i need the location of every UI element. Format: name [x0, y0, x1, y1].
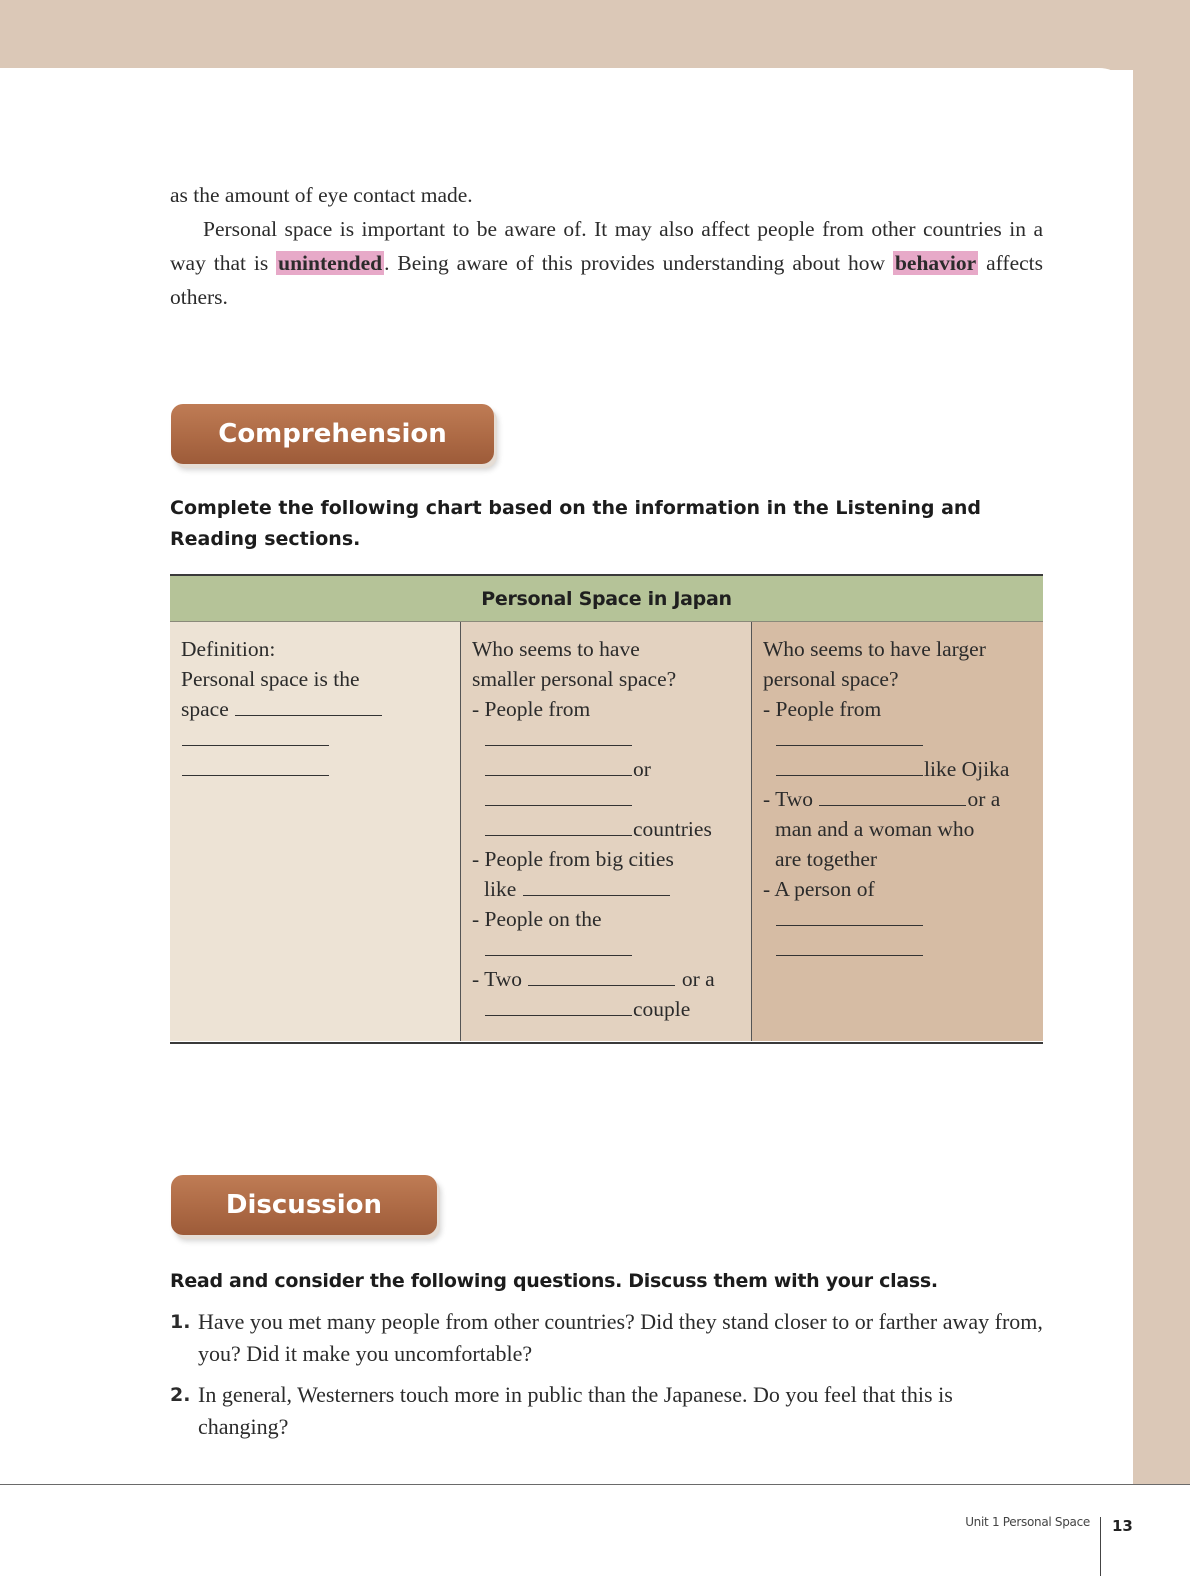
fill-in-blank[interactable] — [819, 784, 966, 806]
larger-space-column — [752, 622, 1043, 1041]
chart-line — [472, 784, 743, 814]
fill-in-blank[interactable] — [182, 724, 329, 746]
reading-text: Personal space is important to be aware of. It may also affect people from other countries in a way that is — [170, 217, 1043, 275]
chart-text: couple — [633, 997, 691, 1021]
reading-text: affects others. — [170, 251, 1043, 309]
comprehension-heading: Comprehension — [171, 404, 494, 464]
right-band — [1133, 0, 1190, 1484]
reading-paragraph — [170, 212, 1043, 314]
discussion-instruction: Read and consider the following questions. Discuss them with your class. — [170, 1270, 938, 1292]
chart-line — [763, 934, 1035, 964]
fill-in-blank[interactable] — [776, 904, 923, 926]
chart-text: - People on the — [472, 907, 602, 931]
footer-separator — [1100, 1517, 1101, 1576]
definition-column — [170, 622, 461, 1041]
chart-text: countries — [633, 817, 712, 841]
fill-in-blank[interactable] — [485, 754, 632, 776]
reading-text: . Being aware of this provides understanding about how — [384, 251, 893, 275]
fill-in-blank[interactable] — [528, 964, 675, 986]
chart-line — [472, 874, 743, 904]
fill-in-blank[interactable] — [485, 814, 632, 836]
chart-text: like — [484, 877, 517, 901]
chart-line — [472, 934, 743, 964]
chart-text: smaller personal space? — [472, 667, 677, 691]
fill-in-blank[interactable] — [235, 694, 382, 716]
fill-in-blank[interactable] — [485, 994, 632, 1016]
fill-in-blank[interactable] — [776, 754, 923, 776]
chart-text: Personal space is the — [181, 667, 360, 691]
chart-line — [472, 814, 743, 844]
question-number: 2. — [170, 1384, 191, 1406]
discussion-heading: Discussion — [171, 1175, 437, 1235]
fill-in-blank[interactable] — [776, 724, 923, 746]
chart-text: - People from big cities — [472, 847, 674, 871]
chart-text: - People from — [472, 697, 591, 721]
discussion-question — [170, 1306, 1043, 1370]
personal-space-chart — [170, 574, 1043, 1044]
chart-line — [472, 754, 743, 784]
fill-in-blank[interactable] — [485, 784, 632, 806]
chart-text: - Two — [472, 967, 523, 991]
chart-text: Definition: — [181, 637, 276, 661]
chart-line — [472, 994, 743, 1024]
question-number: 1. — [170, 1311, 191, 1333]
chart-text: or a — [967, 787, 1001, 811]
chart-line — [181, 754, 452, 784]
chart-text: or — [633, 757, 651, 781]
list-item — [170, 1306, 1043, 1370]
list-item — [170, 1379, 1043, 1443]
comprehension-instruction: Complete the following chart based on the information in the Listening and Reading sections. — [170, 497, 982, 550]
reading-line: as the amount of eye contact made. — [170, 183, 473, 207]
chart-text: or a — [681, 967, 715, 991]
chart-text: personal space? — [763, 667, 899, 691]
fill-in-blank[interactable] — [485, 934, 632, 956]
chart-line — [472, 964, 743, 994]
chart-line — [181, 694, 452, 724]
chart-title: Personal Space in Japan — [170, 576, 1043, 622]
vocab-highlight-behavior: behavior — [894, 251, 977, 275]
smaller-space-column — [461, 622, 752, 1041]
fill-in-blank[interactable] — [182, 754, 329, 776]
footer-unit-label: Unit 1 Personal Space — [965, 1515, 1090, 1529]
chart-text: man and a woman who — [775, 817, 975, 841]
chart-line — [763, 904, 1035, 934]
chart-text: space — [181, 697, 229, 721]
chart-text: - A person of — [763, 877, 875, 901]
question-text: Have you met many people from other countries? Did they stand closer to or farther away from, you? Did it make you uncomfortable? — [198, 1309, 1043, 1366]
fill-in-blank[interactable] — [523, 874, 670, 896]
chart-text: Who seems to have larger — [763, 637, 986, 661]
fill-in-blank[interactable] — [776, 934, 923, 956]
chart-text: are together — [775, 847, 878, 871]
question-text: In general, Westerners touch more in public than the Japanese. Do you feel that this is changing? — [198, 1382, 953, 1439]
discussion-question — [170, 1379, 1043, 1443]
page-number: 13 — [1112, 1517, 1133, 1535]
top-band — [0, 0, 1190, 70]
chart-line — [472, 724, 743, 754]
chart-line — [181, 724, 452, 754]
chart-text: - People from — [763, 697, 882, 721]
fill-in-blank[interactable] — [485, 724, 632, 746]
chart-text: like Ojika — [924, 757, 1010, 781]
footer-rule — [0, 1484, 1190, 1485]
chart-columns — [170, 622, 1043, 1041]
chart-line — [763, 784, 1035, 814]
chart-text: - Two — [763, 787, 814, 811]
chart-text: Who seems to have — [472, 637, 640, 661]
vocab-highlight-unintended: unintended — [278, 251, 383, 275]
chart-line — [763, 754, 1035, 784]
chart-line — [763, 724, 1035, 754]
